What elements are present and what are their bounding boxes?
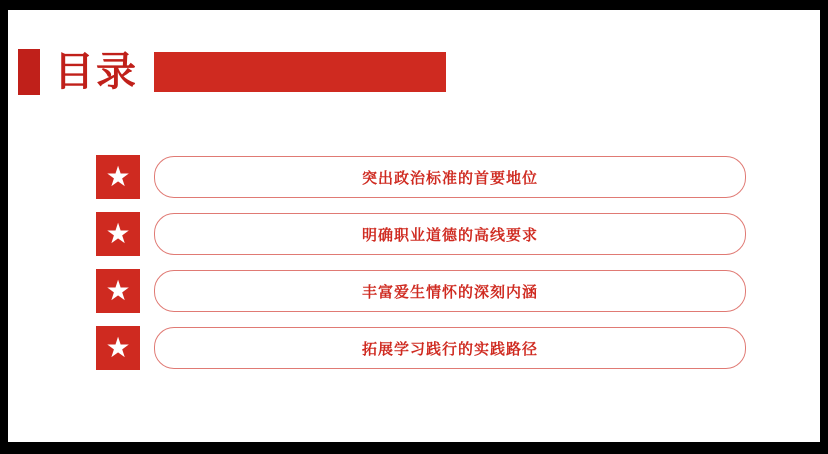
- toc-pill[interactable]: [154, 327, 746, 369]
- title-left-bar: [18, 49, 40, 95]
- star-icon: [96, 326, 140, 370]
- star-glyph: ★: [105, 160, 131, 193]
- star-icon: [96, 212, 140, 256]
- star-icon: [96, 269, 140, 313]
- toc-item-label: 明确职业道德的高线要求: [361, 226, 538, 244]
- toc-item-label: 拓展学习践行的实践路径: [361, 340, 538, 358]
- toc-pill[interactable]: [154, 270, 746, 312]
- star-icon: [96, 155, 140, 199]
- toc-pill[interactable]: [154, 213, 746, 255]
- page-title: 目录: [54, 50, 138, 94]
- list-item[interactable]: [96, 155, 746, 199]
- slide-title-block: [8, 44, 446, 100]
- star-glyph: ★: [105, 274, 131, 307]
- star-glyph: ★: [105, 331, 131, 364]
- list-item[interactable]: [96, 212, 746, 256]
- table-of-contents-list: [96, 155, 746, 383]
- slide-canvas: [8, 10, 820, 442]
- list-item[interactable]: [96, 326, 746, 370]
- title-accent-bar: [154, 52, 446, 92]
- toc-item-label: 突出政治标准的首要地位: [361, 169, 538, 187]
- star-glyph: ★: [105, 217, 131, 250]
- toc-item-label: 丰富爱生情怀的深刻内涵: [361, 283, 538, 301]
- toc-pill[interactable]: [154, 156, 746, 198]
- list-item[interactable]: [96, 269, 746, 313]
